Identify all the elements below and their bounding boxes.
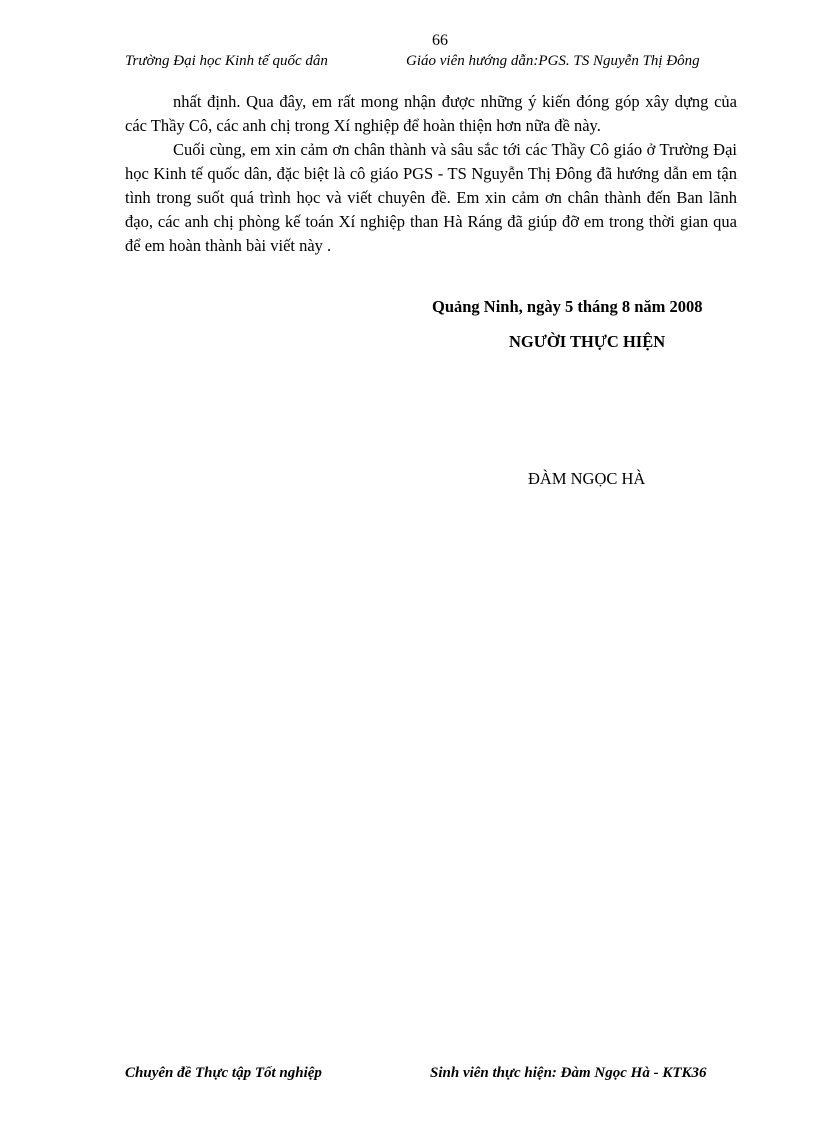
footer-report-title: Chuyên đề Thực tập Tốt nghiệp: [125, 1065, 322, 1081]
signoff-date: Quảng Ninh, ngày 5 tháng 8 năm 2008: [432, 297, 703, 316]
body-text: [125, 90, 737, 258]
header-university: Trường Đại học Kinh tế quốc dân: [125, 53, 328, 69]
footer-student: Sinh viên thực hiện: Đàm Ngọc Hà - KTK36: [430, 1065, 707, 1081]
paragraph-acknowledgement: Cuối cùng, em xin cảm ơn chân thành và sâu sắc tới các Thầy Cô giáo ở Trường Đại học Kinh tế quốc dân, đặc biệt là cô giáo PGS - TS Nguyễn Thị Đông đã hướng dẫn em tận tình trong suốt quá trình học và viết chuyên đề. Em xin cảm ơn chân thành đến Ban lãnh đạo, các anh chị phòng kế toán Xí nghiệp than Hà Ráng đã giúp đỡ em trong thời gian qua để em hoàn thành bài viết này .: [125, 140, 737, 255]
header-supervisor: Giáo viên hướng dẫn:PGS. TS Nguyễn Thị Đông: [406, 53, 700, 69]
paragraph-continued: nhất định. Qua đây, em rất mong nhận được những ý kiến đóng góp xây dựng của các Thầy Cô, các anh chị trong Xí nghiệp để hoàn thiện hơn nữa đề này.: [125, 92, 737, 135]
page-footer: [125, 1065, 737, 1085]
page-number: 66: [432, 32, 448, 49]
signoff-name: ĐÀM NGỌC HÀ: [528, 469, 646, 488]
page-header: [125, 53, 737, 73]
signoff-role: NGƯỜI THỰC HIỆN: [509, 332, 666, 351]
